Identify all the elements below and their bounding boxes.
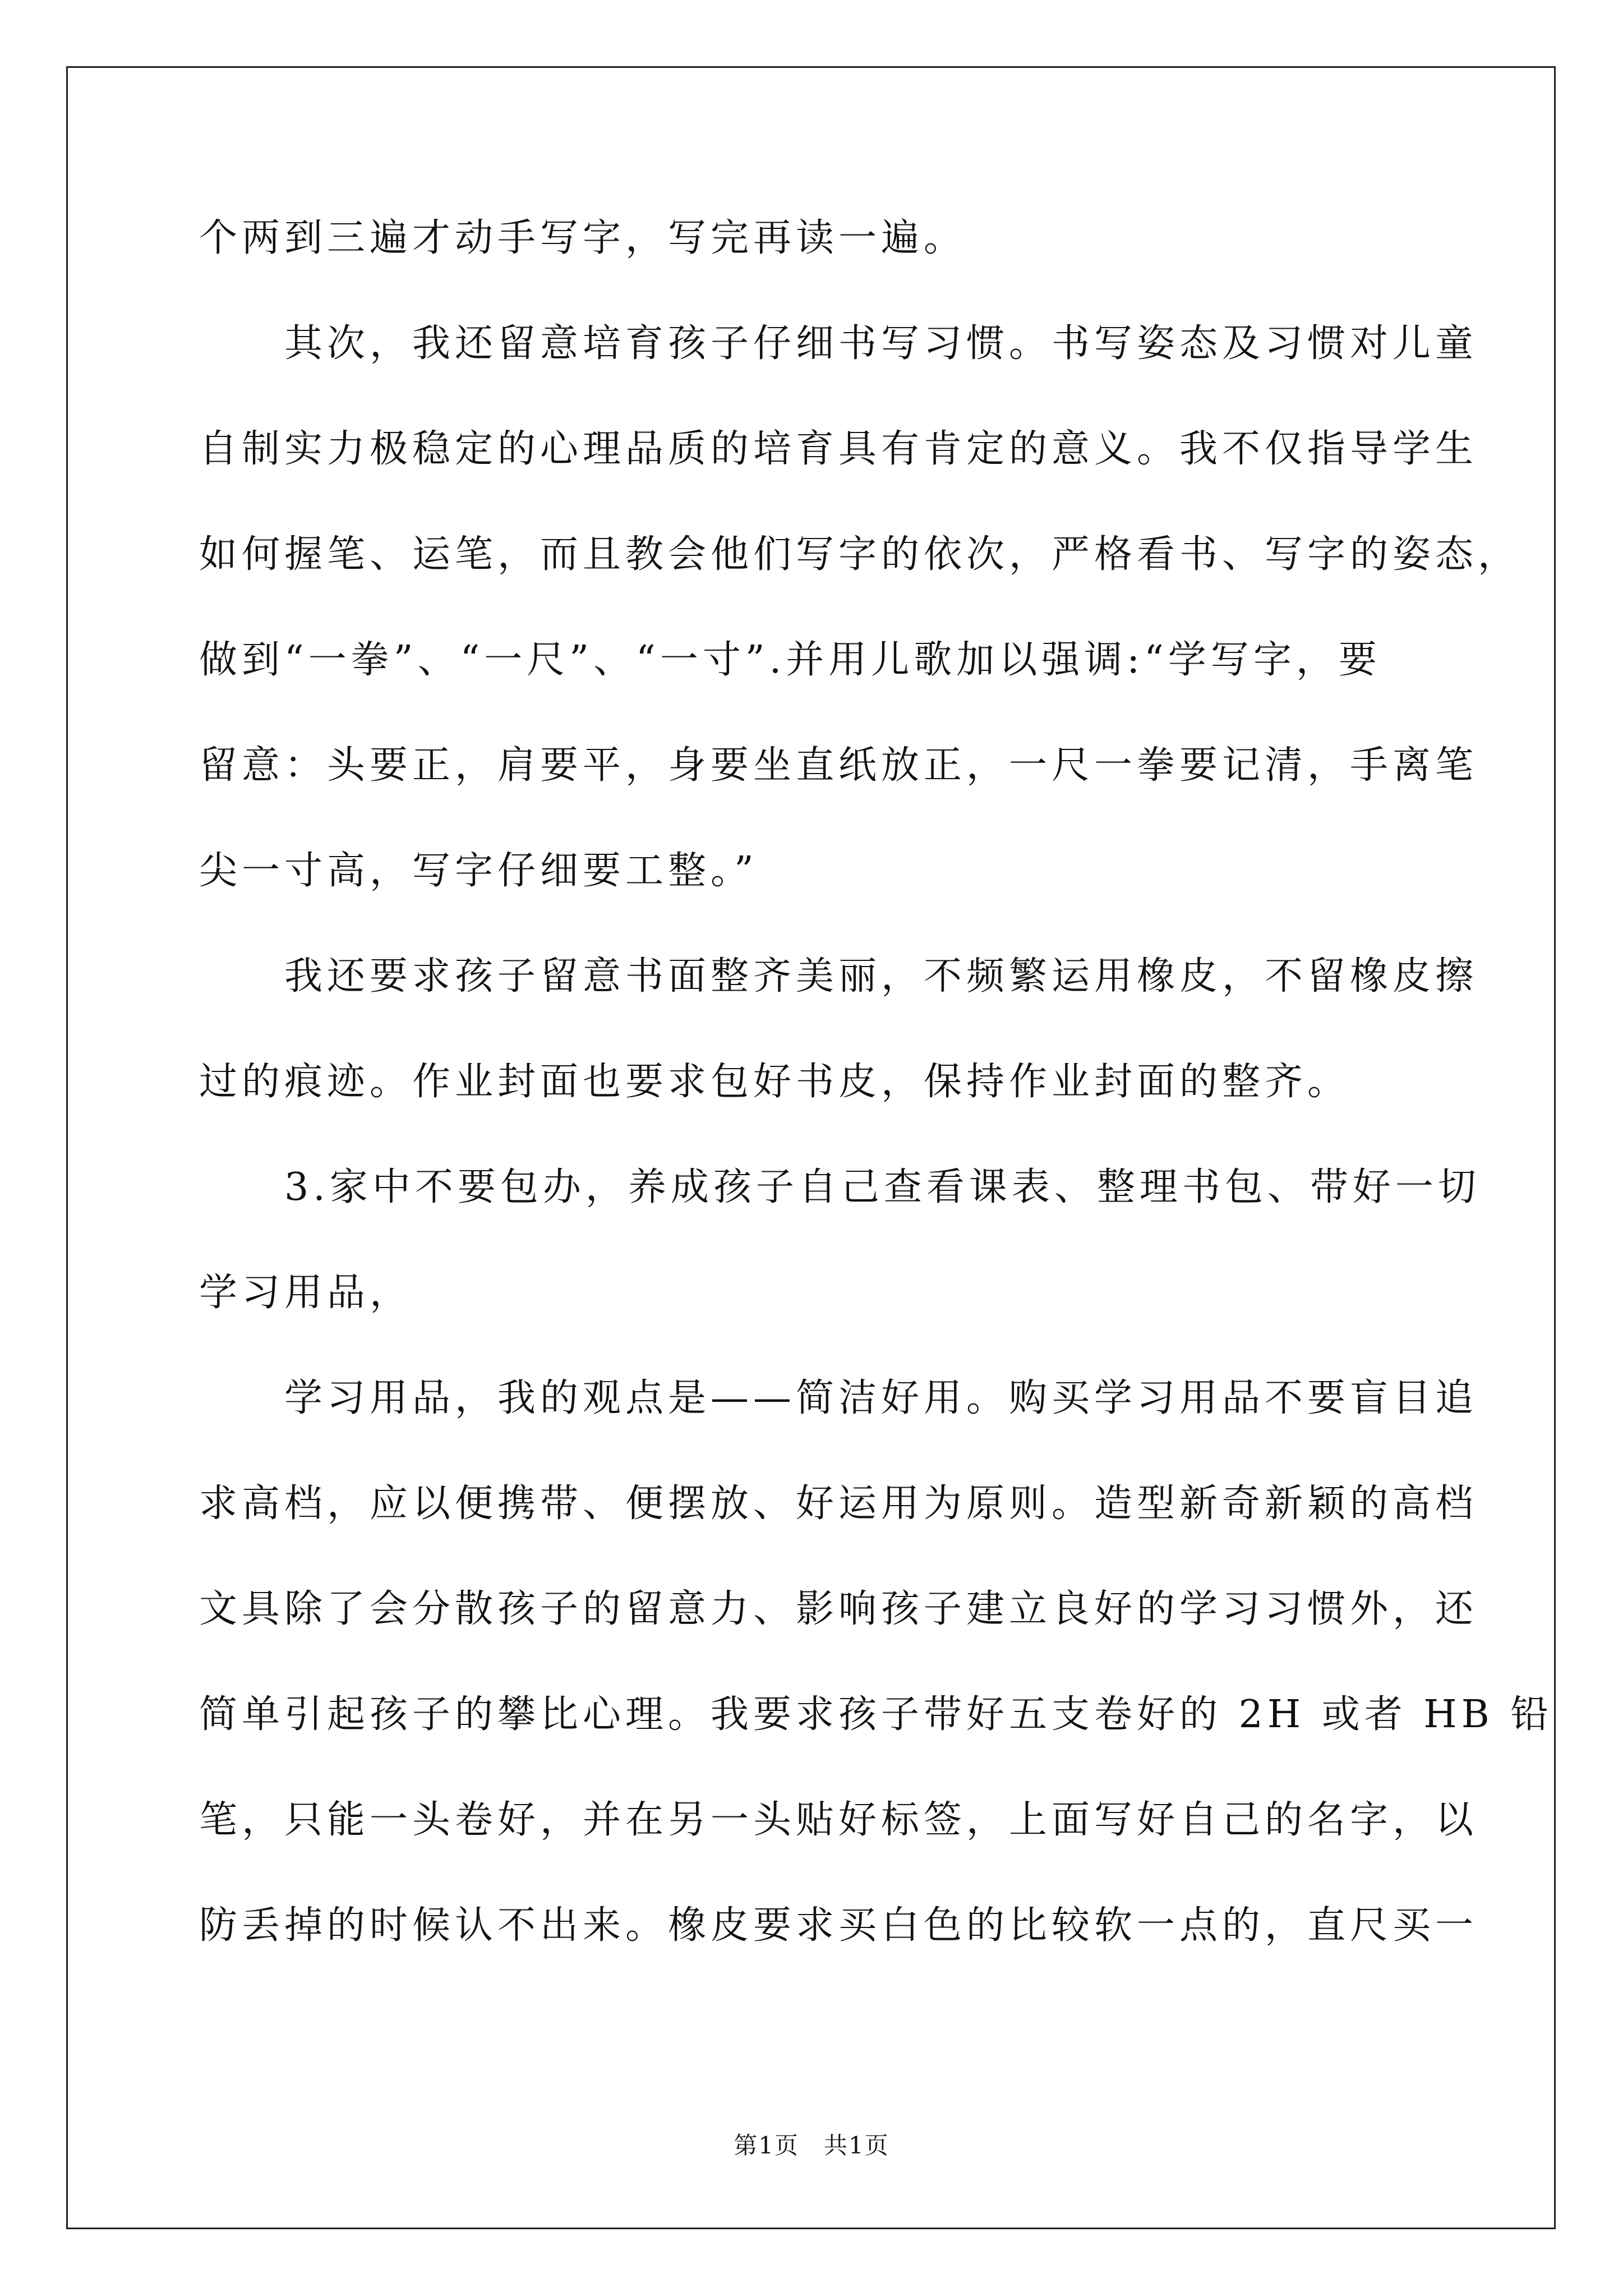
- text-line: 个两到三遍才动手写字，写完再读一遍。: [199, 216, 967, 260]
- text-line: 如何握笔、运笔，而且教会他们写字的依次，严格看书、写字的姿态，: [199, 532, 1521, 577]
- text-line: 自制实力极稳定的心理品质的培育具有肯定的意义。我不仅指导学生: [199, 427, 1478, 471]
- text-line: 尖一寸高，写字仔细要工整。”: [199, 849, 758, 893]
- text-line: 做到“一拳”、“一尺”、“一寸”.并用儿歌加以强调:“学写字，要: [199, 638, 1381, 682]
- text-line: 学习用品，: [199, 1271, 413, 1315]
- text-line: 求高档，应以便携带、便摆放、好运用为原则。造型新奇新颖的高档: [199, 1481, 1478, 1526]
- text-line: 笔，只能一头卷好，并在另一头贴好标签，上面写好自己的名字，以: [199, 1798, 1478, 1842]
- text-line: 防丢掉的时候认不出来。橡皮要求买白色的比较软一点的，直尺买一: [199, 1903, 1478, 1948]
- paragraph-start-line: 我还要求孩子留意书面整齐美丽，不频繁运用橡皮，不留橡皮擦: [284, 954, 1478, 999]
- text-line: 文具除了会分散孩子的留意力、影响孩子建立良好的学习习惯外，还: [199, 1587, 1478, 1631]
- page-number-footer: 第1页 共1页: [734, 2132, 889, 2159]
- text-line: 简单引起孩子的攀比心理。我要求孩子带好五支卷好的 2H 或者 HB 铅: [199, 1692, 1553, 1737]
- text-line: 留意：头要正，肩要平，身要坐直纸放正，一尺一拳要记清，手离笔: [199, 743, 1478, 788]
- text-line: 过的痕迹。作业封面也要求包好书皮，保持作业封面的整齐。: [199, 1060, 1350, 1104]
- paragraph-start-line: 学习用品，我的观点是——简洁好用。购买学习用品不要盲目追: [284, 1376, 1478, 1420]
- paragraph-start-line: 3.家中不要包办，养成孩子自己查看课表、整理书包、带好一切: [284, 1165, 1481, 1209]
- paragraph-start-line: 其次，我还留意培育孩子仔细书写习惯。书写姿态及习惯对儿童: [284, 321, 1478, 366]
